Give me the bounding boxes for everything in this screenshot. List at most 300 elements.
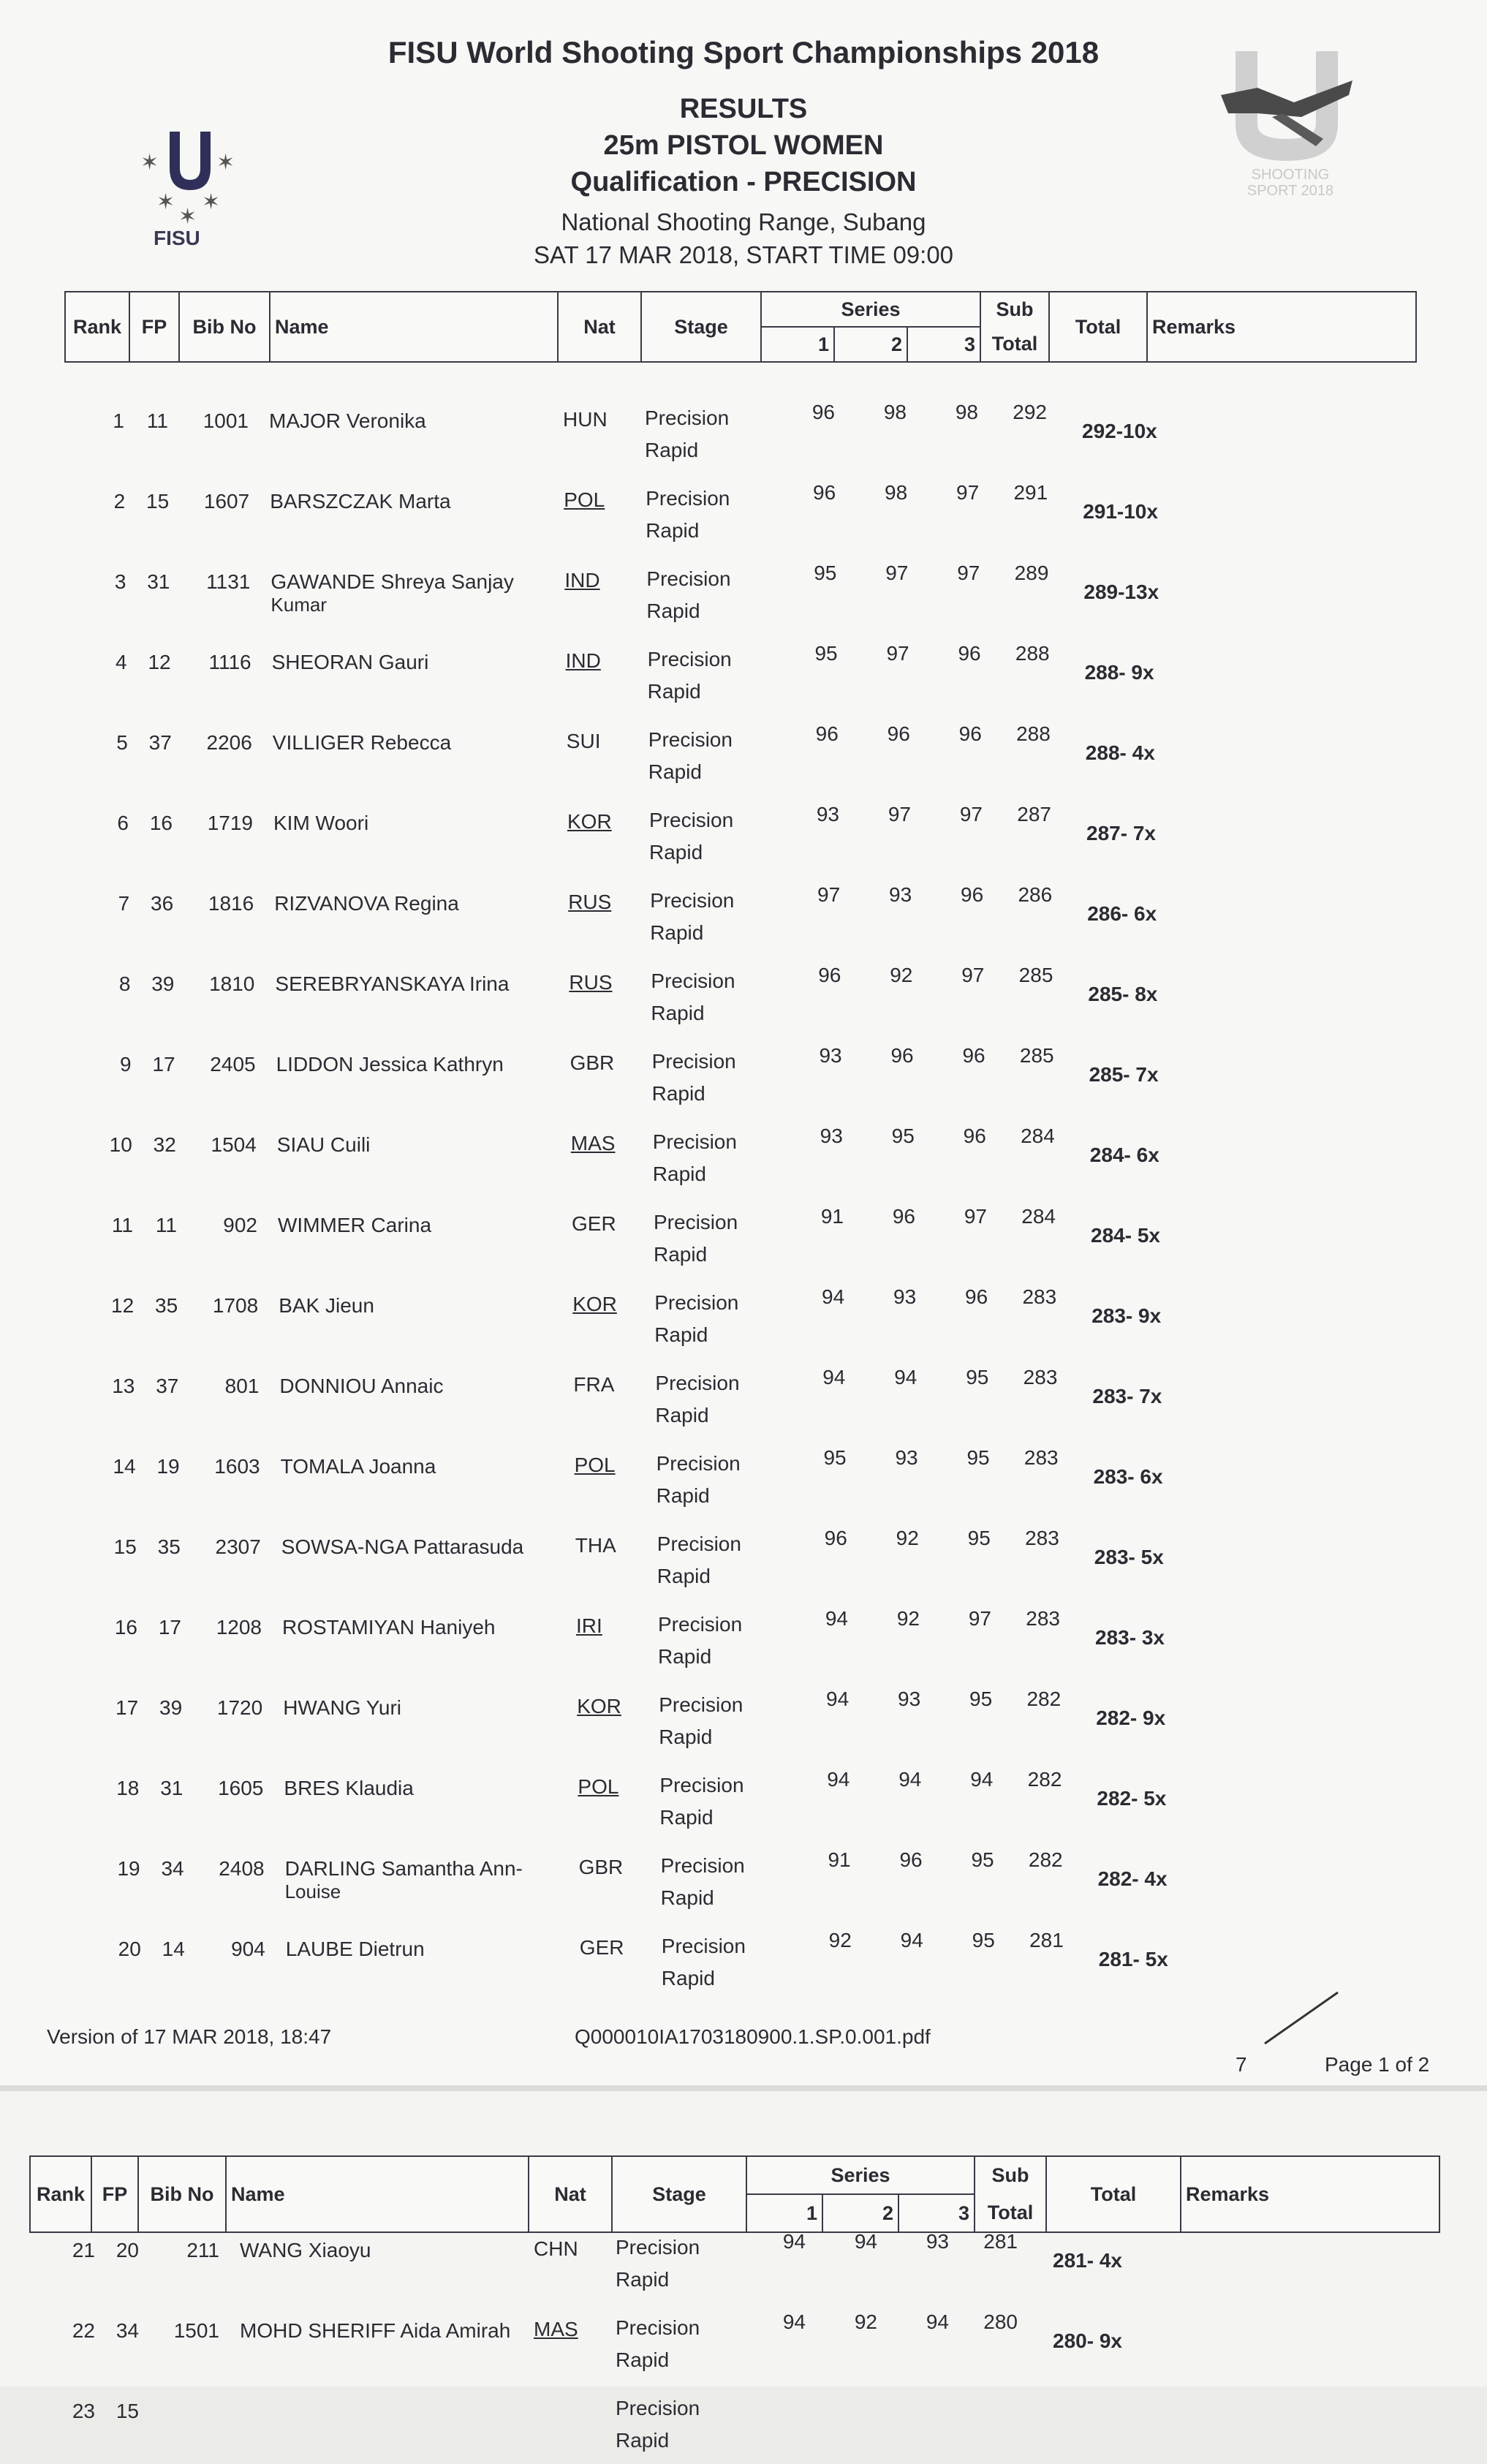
col-subtotal: Total [975, 2194, 1046, 2232]
stage-rapid: Rapid [658, 1645, 712, 1668]
subtotal-score: 285 [1018, 964, 1053, 986]
col-series-1: 1 [761, 327, 834, 362]
subtotal-score: 280 [983, 2310, 1018, 2333]
series-1-score: 96 [811, 401, 835, 423]
series-1-score: 94 [822, 1285, 845, 1308]
nation-code: HUN [563, 408, 608, 431]
series-2-score: 93 [893, 1285, 917, 1308]
rank-value: 8 [118, 972, 131, 995]
series-2-score: 94 [900, 1929, 923, 1951]
stage-rapid: Rapid [654, 1243, 708, 1266]
total-score: 284- 6x [1089, 1144, 1159, 1166]
fp-value: 15 [116, 2400, 139, 2422]
rank-value: 6 [117, 812, 129, 834]
stage-precision: Precision [660, 1854, 745, 1877]
fp-value: 34 [161, 1857, 184, 1880]
subtotal-score: 283 [1025, 1527, 1059, 1549]
athlete-name: LIDDON Jessica Kathryn [276, 1053, 504, 1076]
stage-precision: Precision [658, 1613, 743, 1636]
bib-value: 1501 [173, 2319, 219, 2342]
stage-precision: Precision [646, 487, 730, 510]
rank-value: 3 [114, 570, 126, 593]
subtotal-score: 283 [1022, 1285, 1057, 1308]
athlete-name-continued: Louise [284, 1881, 341, 1902]
series-3-score: 95 [966, 1446, 990, 1469]
stage-rapid: Rapid [649, 841, 703, 863]
nation-code: GER [572, 1212, 616, 1235]
series-1-score: 91 [820, 1205, 844, 1228]
series-3-score: 95 [972, 1929, 995, 1951]
subtotal-score: 288 [1016, 722, 1051, 745]
shooting-sport-logo-text: SHOOTING SPORT 2018 [1246, 167, 1334, 199]
total-score: 288- 9x [1084, 661, 1154, 684]
bib-value: 2206 [206, 731, 252, 754]
series-2-score: 93 [895, 1446, 918, 1469]
total-score: 280- 9x [1053, 2329, 1122, 2352]
stage-rapid: Rapid [661, 1967, 715, 1989]
stage-rapid: Rapid [651, 1082, 705, 1105]
series-1-score: 95 [814, 642, 838, 665]
total-score: 289-13x [1083, 581, 1159, 603]
athlete-name: BAK Jieun [279, 1294, 374, 1317]
series-2-score: 93 [898, 1688, 921, 1710]
athlete-name: LAUBE Dietrun [285, 1938, 425, 1960]
rank-value: 23 [72, 2400, 95, 2422]
stage-precision: Precision [654, 1211, 738, 1233]
series-3-score: 96 [958, 642, 981, 665]
subtotal-score: 291 [1013, 481, 1048, 504]
athlete-name: WANG Xiaoyu [240, 2239, 371, 2261]
series-2-score: 92 [854, 2310, 877, 2333]
bib-value: 1607 [203, 490, 250, 513]
fp-value: 11 [146, 409, 168, 432]
rank-value: 18 [116, 1777, 140, 1799]
athlete-name: RIZVANOVA Regina [274, 892, 459, 915]
subtotal-score: 281 [983, 2230, 1018, 2253]
total-score: 283- 5x [1094, 1546, 1164, 1568]
series-3-score: 96 [962, 1044, 985, 1067]
nation-code: GER [579, 1936, 624, 1959]
nation-code: RUS [569, 971, 613, 994]
athlete-name: ROSTAMIYAN Haniyeh [282, 1616, 496, 1639]
series-3-score: 97 [968, 1607, 991, 1630]
fp-value: 12 [148, 651, 171, 673]
stage-precision: Precision [661, 1935, 746, 1957]
series-3-score: 95 [967, 1527, 991, 1549]
total-score: 282- 9x [1096, 1707, 1166, 1729]
col-series-2: 2 [822, 2194, 898, 2232]
fp-value: 39 [159, 1696, 183, 1719]
series-3-score: 97 [957, 562, 980, 584]
series-3-score: 97 [961, 964, 985, 986]
nation-code: IND [565, 649, 601, 672]
rank-value: 16 [114, 1616, 137, 1639]
col-stage: Stage [612, 2156, 746, 2232]
col-series-3: 3 [907, 327, 980, 362]
results-sheet-page-2 [0, 2091, 1487, 2386]
stage-precision: Precision [616, 2236, 700, 2259]
series-1-score: 95 [814, 562, 837, 584]
stage-precision: Precision [650, 889, 735, 912]
series-2-score: 92 [896, 1607, 920, 1630]
series-1-score: 94 [782, 2230, 806, 2253]
series-2-score: 92 [896, 1527, 919, 1549]
col-fp: FP [129, 292, 179, 362]
stage-precision: Precision [651, 970, 735, 992]
stage-precision: Precision [655, 1372, 740, 1394]
stage-rapid: Rapid [660, 1886, 714, 1909]
fp-value: 35 [157, 1535, 181, 1558]
stage-rapid: Rapid [651, 1002, 705, 1024]
col-name: Name [226, 2156, 529, 2232]
bib-value: 2405 [210, 1053, 256, 1076]
subtotal-score: 283 [1023, 1366, 1058, 1388]
bib-value: 1719 [207, 812, 253, 834]
series-1-score: 94 [822, 1366, 846, 1388]
series-1-score: 93 [819, 1044, 842, 1067]
rank-value: 19 [117, 1857, 140, 1880]
series-2-score: 94 [854, 2230, 877, 2253]
nation-code: RUS [568, 891, 612, 913]
series-3-score: 96 [963, 1125, 986, 1147]
stage-rapid: Rapid [616, 2268, 670, 2291]
col-subtotal: Total [980, 327, 1049, 362]
series-3-score: 95 [966, 1366, 989, 1388]
fp-value: 19 [156, 1455, 180, 1478]
series-3-score: 97 [964, 1205, 987, 1228]
stage-precision: Precision [652, 1130, 737, 1153]
series-3-score: 96 [965, 1285, 988, 1308]
subtotal-score: 284 [1021, 1125, 1055, 1147]
stage-precision: Precision [659, 1693, 744, 1716]
series-3-score: 95 [969, 1688, 993, 1710]
bib-value: 1603 [214, 1455, 260, 1478]
series-2-score: 96 [892, 1205, 915, 1228]
col-rank: Rank [65, 292, 129, 362]
stage-precision: Precision [616, 2397, 700, 2419]
athlete-name: BARSZCZAK Marta [270, 490, 451, 513]
stage-precision: Precision [645, 407, 730, 429]
nation-code: POL [578, 1775, 619, 1798]
rank-value: 2 [113, 490, 126, 513]
rank-value: 10 [109, 1133, 132, 1156]
fp-value: 31 [160, 1777, 183, 1799]
series-3-score: 98 [955, 401, 978, 423]
rank-value: 15 [113, 1535, 137, 1558]
stage-rapid: Rapid [657, 1565, 711, 1587]
col-series: Series [746, 2156, 975, 2194]
series-2-score: 92 [890, 964, 913, 986]
total-score: 282- 5x [1097, 1787, 1167, 1810]
series-1-score: 96 [824, 1527, 847, 1549]
stage-precision: Precision [647, 648, 732, 670]
stage-rapid: Rapid [616, 2429, 670, 2452]
col-sub: Sub [980, 292, 1049, 327]
series-2-score: 94 [894, 1366, 917, 1388]
rank-value: 9 [120, 1053, 132, 1076]
rank-value: 17 [116, 1696, 139, 1719]
series-3-score: 94 [926, 2310, 949, 2333]
col-rank: Rank [30, 2156, 91, 2232]
col-series: Series [761, 292, 980, 327]
rank-value: 4 [116, 651, 127, 673]
series-2-score: 97 [888, 803, 911, 825]
fp-value: 39 [151, 972, 175, 995]
rank-value: 20 [118, 1938, 141, 1960]
nation-code: IRI [576, 1614, 602, 1637]
results-table-header-page-2 [29, 2155, 1440, 2233]
rank-value: 12 [111, 1294, 135, 1317]
series-1-score: 96 [813, 481, 836, 504]
stage-rapid: Rapid [646, 519, 700, 542]
series-2-score: 95 [891, 1125, 915, 1147]
subtotal-score: 282 [1027, 1768, 1062, 1791]
series-2-score: 97 [885, 562, 909, 584]
subtotal-score: 283 [1026, 1607, 1060, 1630]
series-1-score: 93 [816, 803, 839, 825]
stage-precision: Precision [657, 1533, 741, 1555]
athlete-name: VILLIGER Rebecca [272, 731, 452, 754]
nation-code: POL [564, 488, 605, 511]
series-3-score: 94 [970, 1768, 994, 1791]
stage-rapid: Rapid [616, 2348, 670, 2371]
total-score: 283- 3x [1095, 1626, 1165, 1649]
fp-value: 16 [149, 812, 173, 834]
shooting-sport-logo [1214, 44, 1360, 234]
bib-value: 1131 [206, 570, 251, 593]
subtotal-score: 288 [1015, 642, 1050, 665]
subtotal-score: 282 [1028, 1848, 1063, 1871]
fisu-logo [124, 117, 256, 263]
col-sub: Sub [975, 2156, 1046, 2194]
nation-code: GBR [570, 1051, 615, 1074]
stage-rapid: Rapid [654, 1323, 708, 1346]
fp-value: 11 [155, 1214, 177, 1236]
col-series-2: 2 [834, 327, 907, 362]
subtotal-score: 287 [1017, 803, 1051, 825]
stage-precision: Precision [651, 1050, 736, 1073]
rank-value: 7 [118, 892, 130, 915]
total-score: 285- 8x [1088, 983, 1158, 1005]
rank-value: 22 [72, 2319, 95, 2342]
stage-rapid: Rapid [656, 1484, 710, 1507]
series-1-score: 93 [820, 1125, 843, 1147]
total-score: 283- 7x [1092, 1385, 1162, 1407]
date-time: SAT 17 MAR 2018, START TIME 09:00 [533, 241, 954, 268]
series-1-score: 95 [823, 1446, 847, 1469]
nation-code: MAS [570, 1132, 616, 1154]
series-3-score: 97 [959, 803, 983, 825]
bib-value: 1810 [209, 972, 255, 995]
nation-code: SUI [566, 730, 601, 752]
series-3-score: 93 [926, 2230, 949, 2253]
series-2-score: 96 [899, 1848, 923, 1871]
col-series-3: 3 [898, 2194, 975, 2232]
total-score: 283- 6x [1093, 1465, 1163, 1488]
series-1-score: 94 [782, 2310, 806, 2333]
total-score: 284- 5x [1091, 1224, 1160, 1247]
bib-value: 1605 [218, 1777, 264, 1799]
total-score: 292-10x [1082, 420, 1157, 442]
subtotal-score: 282 [1026, 1688, 1062, 1710]
stage-precision: Precision [649, 809, 734, 831]
bib-value: 2307 [215, 1535, 261, 1558]
fp-value: 34 [116, 2319, 139, 2342]
total-score: 287- 7x [1086, 822, 1156, 844]
col-bib: Bib No [179, 292, 270, 362]
svg-text:✶: ✶ [202, 189, 221, 215]
nation-code: THA [575, 1534, 616, 1557]
nation-code: FRA [573, 1373, 615, 1396]
bib-value: 1708 [212, 1294, 259, 1317]
total-score: 288- 4x [1085, 741, 1155, 764]
total-score: 281- 5x [1098, 1948, 1168, 1970]
svg-text:✶: ✶ [156, 189, 175, 215]
total-score: 291-10x [1083, 500, 1158, 523]
athlete-name: WIMMER Carina [278, 1214, 432, 1236]
total-score: 283- 9x [1091, 1304, 1162, 1327]
fp-value: 32 [153, 1133, 176, 1156]
subtotal-score: 284 [1021, 1205, 1056, 1228]
bib-value: 2408 [219, 1857, 265, 1880]
col-fp: FP [91, 2156, 138, 2232]
nation-code: POL [574, 1454, 616, 1476]
stage-rapid: Rapid [647, 680, 701, 703]
series-2-score: 98 [885, 481, 908, 504]
stage-rapid: Rapid [650, 921, 704, 944]
championship-title: FISU World Shooting Sport Championships 2018 [387, 35, 1100, 69]
fp-value: 35 [155, 1294, 178, 1317]
rank-value: 21 [72, 2239, 95, 2261]
fp-value: 20 [116, 2239, 139, 2261]
venue: National Shooting Range, Subang [561, 208, 926, 235]
nation-code: CHN [534, 2237, 578, 2260]
col-stage: Stage [641, 292, 761, 362]
bib-value: 801 [224, 1375, 260, 1397]
series-2-score: 97 [886, 642, 909, 665]
athlete-name: DONNIOU Annaic [279, 1375, 444, 1397]
stage-rapid: Rapid [645, 439, 699, 461]
athlete-name: SEREBRYANSKAYA Irina [275, 972, 510, 995]
rank-value: 11 [111, 1214, 133, 1236]
col-remarks: Remarks [1147, 292, 1416, 362]
results-heading: RESULTS [679, 94, 808, 124]
series-2-score: 98 [883, 401, 907, 423]
athlete-name: MAJOR Veronika [269, 409, 426, 432]
stage-rapid: Rapid [659, 1726, 713, 1748]
pdf-filename: Q000010IA1703180900.1.SP.0.001.pdf [575, 2025, 931, 2048]
athlete-name: MOHD SHERIFF Aida Amirah [240, 2319, 511, 2342]
fisu-logo-label: FISU [154, 227, 200, 249]
fp-value: 17 [158, 1616, 181, 1639]
athlete-name: SHEORAN Gauri [271, 651, 429, 673]
stage-rapid: Rapid [652, 1163, 706, 1185]
athlete-name-continued: Kumar [270, 594, 327, 616]
series-3-score: 96 [958, 722, 982, 745]
subtotal-score: 285 [1019, 1044, 1054, 1067]
col-total: Total [1049, 292, 1147, 362]
nation-code: GBR [578, 1856, 624, 1878]
series-1-score: 96 [815, 722, 839, 745]
series-1-score: 97 [817, 883, 841, 906]
total-score: 285- 7x [1089, 1063, 1159, 1086]
series-1-score: 91 [828, 1848, 851, 1871]
version-info: Version of 17 MAR 2018, 18:47 [47, 2025, 332, 2048]
stage-rapid: Rapid [646, 600, 700, 622]
bib-value: 1504 [211, 1133, 257, 1156]
subtotal-score: 281 [1029, 1929, 1064, 1951]
bib-value: 1720 [216, 1696, 263, 1719]
stage-precision: Precision [654, 1291, 739, 1314]
series-1-score: 96 [818, 964, 841, 986]
stage-rapid: Rapid [659, 1806, 714, 1829]
handwritten-mark: 7 [1236, 2053, 1247, 2076]
series-3-score: 95 [971, 1848, 994, 1871]
total-score: 281- 4x [1053, 2249, 1122, 2272]
handwritten-slash [1257, 1989, 1345, 2047]
athlete-name: DARLING Samantha Ann- [284, 1857, 523, 1880]
subtotal-score: 292 [1013, 401, 1047, 423]
fp-value: 37 [156, 1375, 179, 1397]
stage-precision: Precision [659, 1774, 744, 1796]
stage-precision: Precision [616, 2316, 700, 2339]
bib-value: 1116 [208, 651, 251, 673]
series-3-score: 97 [956, 481, 980, 504]
fp-value: 15 [146, 490, 170, 513]
stage-rapid: Rapid [655, 1404, 709, 1426]
bib-value: 211 [186, 2239, 219, 2261]
svg-text:✶: ✶ [178, 204, 197, 227]
subtotal-score: 289 [1014, 562, 1049, 584]
results-table-header [64, 291, 1417, 363]
rank-value: 1 [113, 409, 124, 432]
stage-precision: Precision [648, 728, 733, 751]
svg-text:✶: ✶ [140, 150, 159, 175]
series-3-score: 96 [961, 883, 984, 906]
col-name: Name [270, 292, 558, 362]
nation-code: KOR [577, 1695, 621, 1717]
series-2-score: 96 [890, 1044, 914, 1067]
fp-value: 37 [148, 731, 172, 754]
subtotal-score: 283 [1024, 1446, 1059, 1469]
bib-value: 1208 [216, 1616, 262, 1639]
bib-value: 1816 [208, 892, 254, 915]
stage-precision: Precision [646, 567, 731, 590]
page-number: Page 1 of 2 [1325, 2053, 1430, 2076]
rank-value: 14 [113, 1455, 136, 1478]
col-nat: Nat [558, 292, 641, 362]
nation-code: KOR [572, 1293, 617, 1315]
total-score: 282- 4x [1097, 1867, 1168, 1890]
nation-code: IND [564, 569, 600, 592]
total-score: 286- 6x [1087, 902, 1157, 925]
fp-value: 31 [147, 570, 170, 593]
stage-precision: Precision [656, 1452, 741, 1475]
rank-value: 5 [116, 731, 128, 754]
athlete-name: HWANG Yuri [283, 1696, 401, 1719]
subtotal-score: 286 [1018, 883, 1053, 906]
athlete-name: KIM Woori [273, 812, 369, 834]
phase-title: Qualification - PRECISION [570, 167, 917, 197]
col-series-1: 1 [746, 2194, 822, 2232]
col-remarks: Remarks [1181, 2156, 1439, 2232]
nation-code: KOR [567, 810, 612, 833]
stage-rapid: Rapid [648, 760, 702, 783]
series-1-score: 94 [825, 1607, 848, 1630]
col-bib: Bib No [138, 2156, 226, 2232]
athlete-name: SOWSA-NGA Pattarasuda [281, 1535, 524, 1558]
athlete-name: GAWANDE Shreya Sanjay [270, 570, 514, 593]
